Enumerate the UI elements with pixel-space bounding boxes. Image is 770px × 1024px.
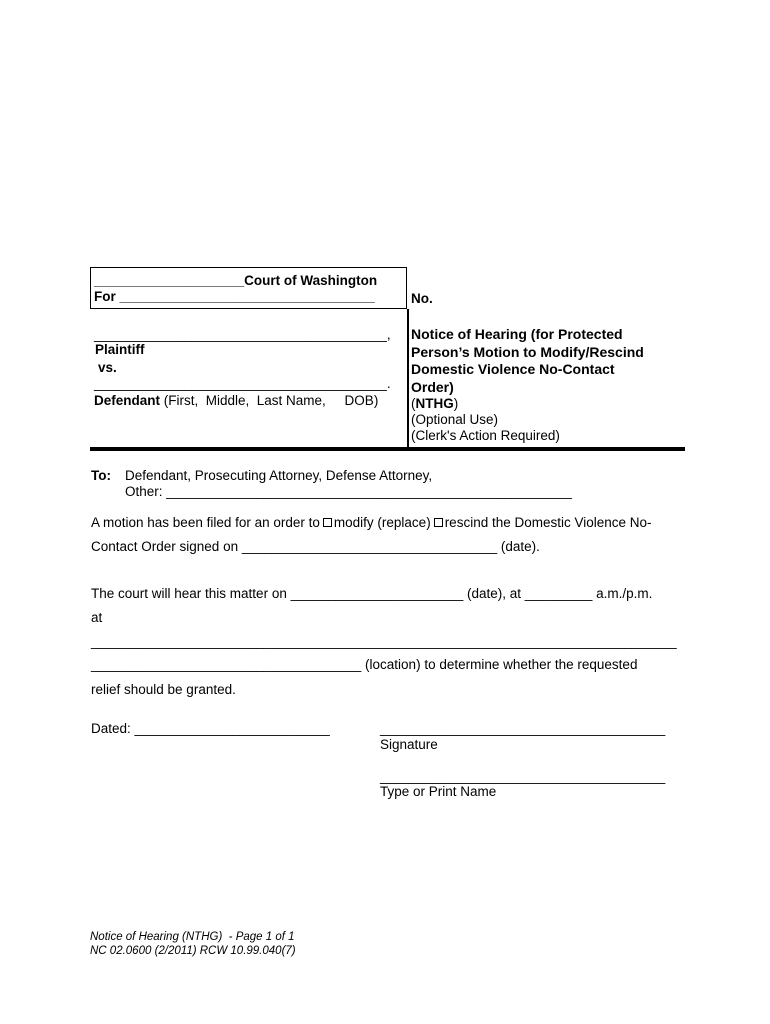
form-code-value: NTHG xyxy=(415,396,454,411)
rescind-option-label: rescind the Domestic Violence No- xyxy=(444,515,652,530)
hearing-line-5: relief should be granted. xyxy=(91,682,236,697)
defendant-fields: (First, Middle, Last Name, DOB) xyxy=(160,393,379,408)
motion-line-2: Contact Order signed on __________________________________ (date). xyxy=(91,539,540,554)
modify-option-label: modify (replace) xyxy=(333,515,431,530)
hearing-line-4: ____________________________________ (location) to determine whether the requested xyxy=(91,657,638,672)
optional-use-note: (Optional Use) xyxy=(411,412,499,427)
footer-line-2: NC 02.0600 (2/2011) RCW 10.99.040(7) xyxy=(90,945,296,957)
to-label: To: xyxy=(91,468,111,483)
plaintiff-label: Plaintiff xyxy=(95,342,145,357)
signature-label: Signature xyxy=(380,737,438,752)
footer-line-1: Notice of Hearing (NTHG) - Page 1 of 1 xyxy=(90,931,295,943)
hearing-location-line: ______________________________________________________________________________ xyxy=(91,634,677,649)
print-name-line: ______________________________________ xyxy=(380,769,666,784)
to-other-line: Other: ______________________________________________________ xyxy=(125,484,572,499)
motion-text: A motion has been filed for an order to xyxy=(91,515,320,530)
clerk-action-note: (Clerk's Action Required) xyxy=(411,428,560,443)
defendant-blank: _______________________________________. xyxy=(94,376,391,391)
motion-line-1 xyxy=(91,515,652,531)
plaintiff-blank: _______________________________________, xyxy=(94,327,391,342)
defendant-label: Defendant xyxy=(94,393,161,408)
signature-line: ______________________________________ xyxy=(380,721,666,736)
document-title-line-2: Person’s Motion to Modify/Rescind xyxy=(411,344,644,360)
caption-bottom-rule xyxy=(90,447,685,451)
document-title-line-1: Notice of Hearing (for Protected xyxy=(411,326,623,342)
form-code-close: ) xyxy=(453,396,459,411)
defendant-line xyxy=(94,393,378,409)
print-name-label: Type or Print Name xyxy=(380,784,497,799)
to-recipients: Defendant, Prosecuting Attorney, Defense Attorney, xyxy=(125,468,433,483)
document-title-line-3: Domestic Violence No-Contact xyxy=(411,361,615,377)
dated-line: Dated: __________________________ xyxy=(91,721,330,736)
vs-label: vs. xyxy=(98,360,117,375)
caption-divider xyxy=(407,309,409,447)
document-title-line-4: Order) xyxy=(411,379,454,395)
case-number-label: No. xyxy=(411,291,433,306)
court-name-line: ____________________Court of Washington xyxy=(94,273,378,288)
form-code xyxy=(411,396,458,412)
modify-checkbox[interactable] xyxy=(323,518,332,527)
rescind-checkbox[interactable] xyxy=(434,518,443,527)
hearing-line-1: The court will hear this matter on _______________________ (date), at _________ a.m./p.m. xyxy=(91,586,653,601)
form-code-open: ( xyxy=(411,396,416,411)
court-for-line: For __________________________________ xyxy=(94,289,375,304)
hearing-line-2: at xyxy=(91,610,103,625)
